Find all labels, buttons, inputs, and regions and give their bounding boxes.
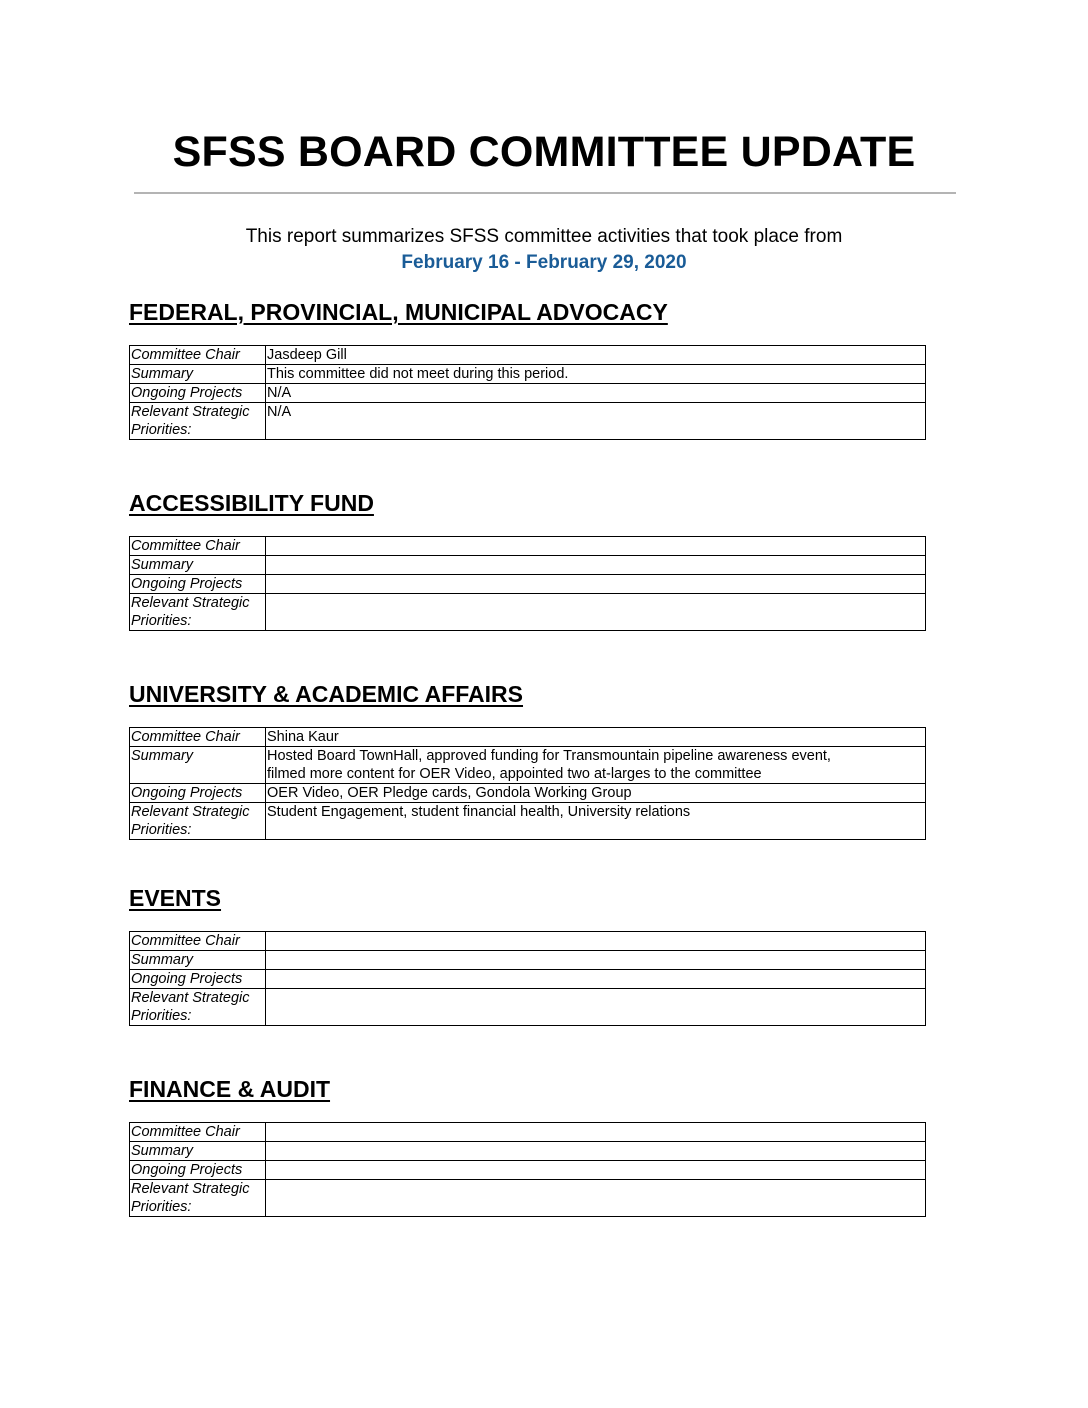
label-summary: Summary <box>130 365 266 384</box>
page-title: SFSS BOARD COMMITTEE UPDATE <box>172 128 916 176</box>
value-committee-chair <box>266 1123 926 1142</box>
label-line: Priorities: <box>131 613 192 629</box>
row-summary <box>130 951 926 970</box>
value-summary <box>266 951 926 970</box>
value-ongoing-projects <box>266 970 926 989</box>
value-ongoing-projects <box>266 575 926 594</box>
row-committee-chair <box>130 346 926 365</box>
intro-text: This report summarizes SFSS committee activities that took place from <box>245 226 843 247</box>
committee-table <box>129 1122 926 1217</box>
row-ongoing-projects <box>130 1161 926 1180</box>
value-summary <box>266 1142 926 1161</box>
label-line: Priorities: <box>131 1008 192 1024</box>
label-committee-chair: Committee Chair <box>130 932 266 951</box>
label-line: Relevant Strategic <box>131 404 250 420</box>
row-summary <box>130 747 926 784</box>
value-summary <box>266 365 926 384</box>
label-strategic-priorities <box>130 989 266 1026</box>
value-ongoing-projects: N/A <box>266 384 926 403</box>
value-strategic-priorities <box>266 1180 926 1217</box>
section-university-academic-affairs <box>129 680 926 838</box>
label-summary: Summary <box>130 747 266 784</box>
label-committee-chair: Committee Chair <box>130 728 266 747</box>
row-summary <box>130 556 926 575</box>
label-strategic-priorities <box>130 1180 266 1217</box>
title-divider <box>134 192 956 194</box>
label-strategic-priorities <box>130 594 266 631</box>
label-strategic-priorities <box>130 403 266 440</box>
committee-table <box>129 536 926 631</box>
section-advocacy <box>129 298 926 438</box>
value-summary <box>266 556 926 575</box>
value-committee-chair: Jasdeep Gill <box>266 346 926 365</box>
row-ongoing-projects <box>130 575 926 594</box>
value-committee-chair <box>266 537 926 556</box>
value-summary <box>266 747 926 784</box>
label-committee-chair: Committee Chair <box>130 346 266 365</box>
summary-line: filmed more content for OER Video, appointed two at-larges to the committee <box>267 766 762 782</box>
label-ongoing-projects: Ongoing Projects <box>130 384 266 403</box>
label-ongoing-projects: Ongoing Projects <box>130 784 266 803</box>
value-strategic-priorities <box>266 594 926 631</box>
row-ongoing-projects <box>130 970 926 989</box>
row-committee-chair <box>130 932 926 951</box>
committee-table <box>129 727 926 840</box>
summary-line: Hosted Board TownHall, approved funding for Transmountain pipeline awareness event, <box>267 748 831 764</box>
label-line: Priorities: <box>131 422 192 438</box>
summary-line: This committee did not meet during this period. <box>267 366 569 382</box>
value-strategic-priorities <box>266 989 926 1026</box>
report-date-range: February 16 - February 29, 2020 <box>401 252 687 273</box>
row-ongoing-projects <box>130 784 926 803</box>
row-ongoing-projects <box>130 384 926 403</box>
label-line: Relevant Strategic <box>131 1181 250 1197</box>
row-strategic-priorities <box>130 803 926 840</box>
label-line: Relevant Strategic <box>131 990 250 1006</box>
label-line: Priorities: <box>131 1199 192 1215</box>
label-summary: Summary <box>130 1142 266 1161</box>
section-heading: UNIVERSITY & ACADEMIC AFFAIRS <box>129 681 524 707</box>
label-summary: Summary <box>130 556 266 575</box>
label-ongoing-projects: Ongoing Projects <box>130 1161 266 1180</box>
label-line: Relevant Strategic <box>131 595 250 611</box>
label-ongoing-projects: Ongoing Projects <box>130 575 266 594</box>
row-summary <box>130 365 926 384</box>
section-heading: EVENTS <box>129 885 222 911</box>
section-accessibility-fund <box>129 489 926 629</box>
section-heading: ACCESSIBILITY FUND <box>129 490 374 516</box>
value-strategic-priorities: N/A <box>266 403 926 440</box>
section-heading: FINANCE & AUDIT <box>129 1076 331 1102</box>
committee-table <box>129 345 926 440</box>
row-summary <box>130 1142 926 1161</box>
row-strategic-priorities <box>130 594 926 631</box>
label-ongoing-projects: Ongoing Projects <box>130 970 266 989</box>
value-ongoing-projects <box>266 1161 926 1180</box>
row-committee-chair <box>130 728 926 747</box>
row-strategic-priorities <box>130 1180 926 1217</box>
row-strategic-priorities <box>130 989 926 1026</box>
label-committee-chair: Committee Chair <box>130 537 266 556</box>
label-line: Priorities: <box>131 822 192 838</box>
label-committee-chair: Committee Chair <box>130 1123 266 1142</box>
row-committee-chair <box>130 1123 926 1142</box>
label-line: Relevant Strategic <box>131 804 250 820</box>
value-strategic-priorities: Student Engagement, student financial health, University relations <box>266 803 926 840</box>
row-committee-chair <box>130 537 926 556</box>
row-strategic-priorities <box>130 403 926 440</box>
section-finance-audit <box>129 1075 926 1215</box>
committee-table <box>129 931 926 1026</box>
value-committee-chair <box>266 932 926 951</box>
value-committee-chair: Shina Kaur <box>266 728 926 747</box>
section-heading: FEDERAL, PROVINCIAL, MUNICIPAL ADVOCACY <box>129 299 668 325</box>
label-strategic-priorities <box>130 803 266 840</box>
label-summary: Summary <box>130 951 266 970</box>
value-ongoing-projects: OER Video, OER Pledge cards, Gondola Working Group <box>266 784 926 803</box>
section-events <box>129 884 926 1024</box>
